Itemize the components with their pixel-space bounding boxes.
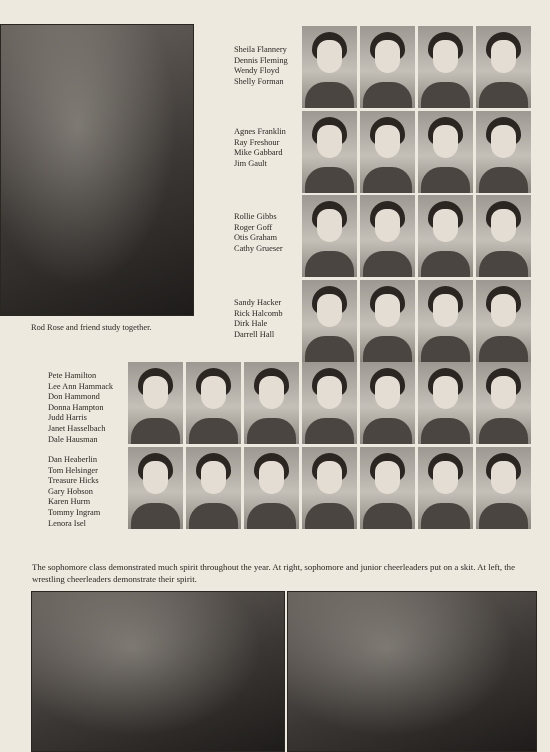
student-name: Dennis Fleming xyxy=(234,55,288,65)
student-name: Roger Goff xyxy=(234,222,273,232)
student-portrait xyxy=(476,362,531,444)
student-name: Cathy Grueser xyxy=(234,243,283,253)
photo-wrestling-cheerleaders xyxy=(31,591,285,752)
student-name: Treasure Hicks xyxy=(48,476,99,486)
student-portrait xyxy=(360,447,415,529)
student-name: Rick Halcomb xyxy=(234,308,283,318)
student-name: Wendy Floyd xyxy=(234,66,280,76)
student-portrait xyxy=(302,280,357,362)
student-portrait xyxy=(302,362,357,444)
student-portrait xyxy=(360,26,415,108)
student-portrait xyxy=(128,362,183,444)
student-name: Sheila Flannery xyxy=(234,45,287,54)
student-portrait xyxy=(418,26,473,108)
student-name: Lenora Isel xyxy=(48,518,86,528)
student-name: Darrell Hall xyxy=(234,329,275,339)
name-list-group-4 xyxy=(234,298,283,340)
student-name: Dan Heaberlin xyxy=(48,455,98,464)
student-name: Agnes Franklin xyxy=(234,127,286,136)
student-name: Pete Hamilton xyxy=(48,371,97,380)
name-list-group-5 xyxy=(48,371,113,445)
student-portrait xyxy=(418,195,473,277)
student-name: Janet Hasselbach xyxy=(48,423,106,433)
student-portrait xyxy=(418,280,473,362)
name-list-group-6 xyxy=(48,455,100,529)
student-portrait xyxy=(302,447,357,529)
student-name: Tommy Ingram xyxy=(48,507,101,517)
student-portrait xyxy=(476,447,531,529)
name-list-group-1 xyxy=(234,45,288,87)
student-portrait xyxy=(360,111,415,193)
student-portrait xyxy=(302,26,357,108)
student-portrait xyxy=(302,111,357,193)
student-portrait xyxy=(128,447,183,529)
student-portrait xyxy=(244,362,299,444)
student-name: Tom Helsinger xyxy=(48,465,98,475)
student-portrait xyxy=(186,362,241,444)
student-name: Sandy Hacker xyxy=(234,298,282,307)
student-name: Rollie Gibbs xyxy=(234,212,277,221)
student-portrait xyxy=(418,111,473,193)
student-name: Jim Gault xyxy=(234,158,267,168)
student-name: Mike Gabbard xyxy=(234,148,283,158)
student-portrait xyxy=(360,362,415,444)
student-name: Karen Hurm xyxy=(48,497,91,507)
student-name: Don Hammond xyxy=(48,392,100,402)
photo-cheerleader-skit xyxy=(287,591,537,752)
student-portrait xyxy=(476,195,531,277)
name-list-group-3 xyxy=(234,212,283,254)
name-list-group-2 xyxy=(234,127,286,169)
student-portrait xyxy=(244,447,299,529)
student-portrait xyxy=(418,362,473,444)
student-name: Ray Freshour xyxy=(234,137,280,147)
student-name: Otis Graham xyxy=(234,233,278,243)
student-name: Dale Hausman xyxy=(48,434,98,444)
student-name: Shelly Forman xyxy=(234,76,284,86)
student-portrait xyxy=(476,26,531,108)
student-name: Gary Hobson xyxy=(48,486,93,496)
student-portrait xyxy=(360,195,415,277)
section-description: The sophomore class demonstrated much spirit throughout the year. At right, sophomore and junior cheerleaders put on a skit. At left, the wrestling cheerleaders demonstrate their spirit. xyxy=(32,562,515,584)
student-portrait xyxy=(186,447,241,529)
student-portrait xyxy=(476,280,531,362)
student-name: Dirk Hale xyxy=(234,319,268,329)
photo-student-with-dog xyxy=(0,24,194,316)
student-portrait xyxy=(360,280,415,362)
student-name: Lee Ann Hammack xyxy=(48,381,114,391)
student-portrait xyxy=(418,447,473,529)
student-portrait xyxy=(476,111,531,193)
student-name: Donna Hampton xyxy=(48,402,104,412)
student-name: Judd Harris xyxy=(48,413,87,423)
photo-caption: Rod Rose and friend study together. xyxy=(31,323,152,332)
student-portrait xyxy=(302,195,357,277)
